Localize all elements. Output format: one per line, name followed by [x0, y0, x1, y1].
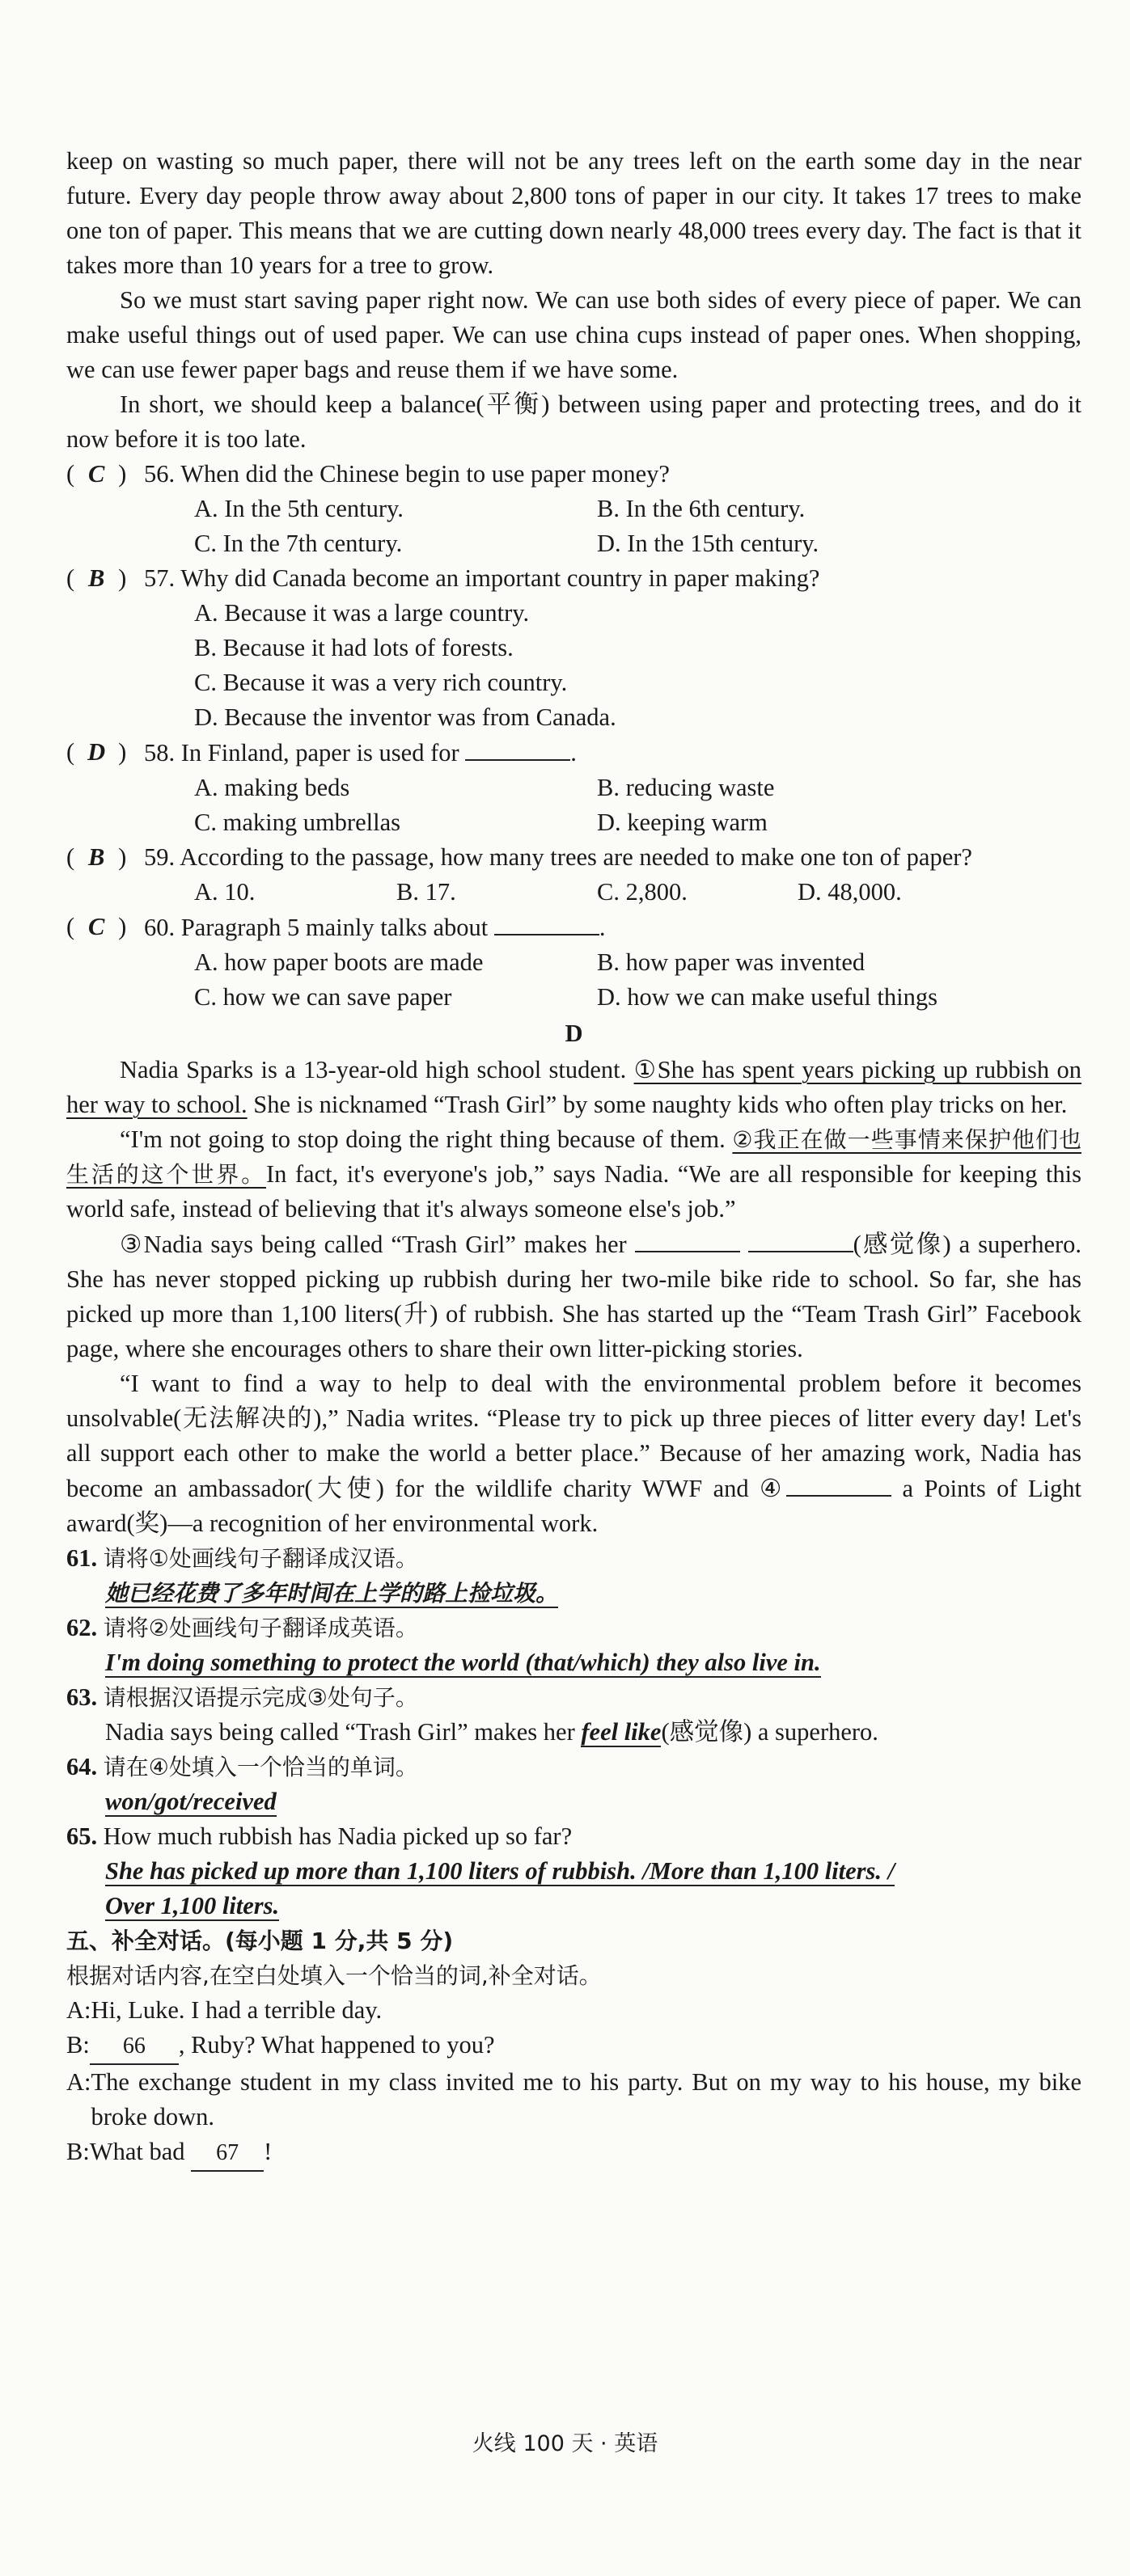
gap-67: 67 [191, 2135, 264, 2172]
option-d: D. In the 15th century. [597, 530, 819, 557]
passage-c-paragraph-2: So we must start saving paper right now. We can use both sides of every piece of paper. We can make useful things out of used paper. We can use china cups instead of paper ones. When shopping, we can use fewer paper bags and reuse them if we have some. [66, 286, 1081, 383]
option-c: C. 2,800. [597, 878, 688, 906]
speaker: B: [66, 2031, 90, 2059]
question-number: 60. [144, 914, 176, 941]
question-text: When did the Chinese begin to use paper money? [180, 460, 670, 488]
option-a: A. In the 5th century. [194, 495, 404, 522]
passage-d-paragraph-4 [66, 1366, 1081, 1541]
option-c: C. making umbrellas [194, 809, 400, 836]
speaker: B: [66, 2138, 90, 2165]
answer-letter: C [88, 460, 105, 488]
task-65 [66, 1819, 1081, 1924]
question-text: Why did Canada become an important country in paper making? [180, 564, 820, 592]
option-d: D. keeping warm [597, 809, 768, 836]
task-prompt: 请根据汉语提示完成③处句子。 [103, 1684, 418, 1711]
task-number: 63. [66, 1683, 98, 1711]
text: She is nicknamed “Trash Girl” by some naughty kids who often play tricks on her. [247, 1091, 1068, 1118]
answer-letter: B [88, 564, 105, 592]
answer-blank [465, 735, 570, 761]
option-c: C. In the 7th century. [194, 530, 403, 557]
text: a Points of Light award(奖)—a recognition of her environmental work. [66, 1475, 1082, 1537]
page-content [66, 144, 1081, 2172]
task-61 [66, 1541, 1081, 1611]
question-57: ( B ) 57. Why did Canada become an important country in paper making? A. Because it was a large country. B. Because it had lots of forests. C. Because it was a very rich country. D. Because the inventor was from Canada. [66, 561, 1081, 735]
question-56: ( C ) 56. When did the Chinese begin to use paper money? A. In the 5th century. B. In the 6th century. C. In the 7th century. D. In the 15th century. [66, 457, 1081, 561]
task-answer: I'm doing something to protect the world (that/which) they also live in. [105, 1649, 821, 1676]
passage-c-paragraph-3: In short, we should keep a balance(平衡) between using paper and protecting trees, and do it now before it is too late. [66, 391, 1081, 453]
task-answer-fill: feel like [581, 1718, 662, 1746]
option-c: C. Because it was a very rich country. [194, 669, 568, 696]
text: ③Nadia says being called “Trash Girl” makes her [120, 1231, 627, 1258]
task-answer-line-1: She has picked up more than 1,100 liters of rubbish. /More than 1,100 liters. / [105, 1857, 895, 1885]
task-number: 62. [66, 1614, 98, 1641]
task-answer-text: (感觉像) a superhero. [661, 1718, 878, 1746]
task-prompt: 请将②处画线句子翻译成英语。 [103, 1615, 418, 1641]
task-64 [66, 1750, 1081, 1819]
dialogue-line [66, 2065, 1081, 2135]
option-d: D. how we can make useful things [597, 983, 937, 1011]
answer-blank [494, 910, 599, 935]
fill-blank-2 [748, 1227, 853, 1252]
option-a: A. how paper boots are made [194, 948, 484, 976]
question-number: 57. [144, 564, 176, 592]
task-62 [66, 1611, 1081, 1680]
option-b: B. In the 6th century. [597, 495, 806, 522]
page-footer: 火线 100 天 · 英语 [472, 2431, 658, 2456]
question-number: 56. [144, 460, 176, 488]
option-d: D. 48,000. [798, 878, 902, 906]
task-answer: won/got/received [105, 1788, 277, 1815]
dialogue-text: ! [264, 2138, 273, 2165]
option-b: B. reducing waste [597, 774, 775, 801]
question-text: In Finland, paper is used for [180, 739, 459, 766]
option-a: A. Because it was a large country. [194, 599, 530, 627]
answer-letter: C [88, 913, 105, 940]
task-answer-line-2: Over 1,100 liters. [105, 1892, 280, 1919]
option-d: D. Because the inventor was from Canada. [194, 703, 616, 731]
passage-d-paragraph-3 [66, 1227, 1081, 1366]
underlined-sentence-1: ①She has spent years picking up rubbish on her way to school. [66, 1056, 1081, 1118]
question-60: ( C ) 60. Paragraph 5 mainly talks about . A. how paper boots are made B. how paper was invented C. how we can save paper D. how we can make useful things [66, 910, 1081, 1015]
task-prompt: 请将①处画线句子翻译成汉语。 [103, 1545, 418, 1572]
passage-c-paragraph-1: keep on wasting so much paper, there will not be any trees left on the earth some day in the near future. Every day people throw away about 2,800 tons of paper in our city. It takes 17 trees to make one ton of paper. This means that we are cutting down nearly 48,000 trees every day. The fact is that it takes more than 10 years for a tree to grow. [66, 147, 1081, 279]
gap-66: 66 [90, 2029, 179, 2065]
question-text: Paragraph 5 mainly talks about [180, 914, 489, 941]
underlined-sentence-2: ②我正在做一些事情来保护他们也生活的这个世界。 [66, 1126, 1081, 1188]
task-prompt: How much rubbish has Nadia picked up so far? [103, 1822, 573, 1850]
task-prompt: 请在④处填入一个恰当的单词。 [103, 1754, 418, 1780]
passage-d-paragraph-2 [66, 1122, 1081, 1227]
text: a superhero. She has never stopped picking up rubbish during her two-mile bike ride to school. So far, she has picked up more than 1,100 liters(升) of rubbish. She has started up the “Team Trash Girl” Facebook page, where she encourages others to share their own litter-picking stories. [66, 1231, 1082, 1362]
task-63 [66, 1680, 1081, 1750]
task-number: 61. [66, 1544, 98, 1572]
speaker: A: [66, 1996, 91, 2024]
question-text: According to the passage, how many trees are needed to make one ton of paper? [180, 843, 972, 871]
dialogue-text: What bad [89, 2138, 192, 2165]
text: “I'm not going to stop doing the right thing because of them. [120, 1125, 733, 1153]
option-a: A. 10. [194, 878, 256, 906]
dialogue-text: , Ruby? What happened to you? [178, 2031, 495, 2059]
dialogue-text: The exchange student in my class invited me to his party. But on my way to his house, my bike broke down. [91, 2068, 1081, 2130]
option-c: C. how we can save paper [194, 983, 452, 1011]
question-number: 58. [144, 739, 176, 766]
question-number: 59. [144, 843, 176, 871]
option-a: A. making beds [194, 774, 350, 801]
task-number: 64. [66, 1753, 98, 1780]
option-b: B. 17. [396, 878, 456, 906]
text: “I want to find a way to help to deal with the environmental problem before it becomes unsolvable(无法解决的),” Nadia writes. “Please try to pick up three pieces of litter every day! Let's all support each other to make the world a better place.” Because of her amazing work, Nadia has become an ambassador(大使) for the wildlife charity WWF and ④ [66, 1370, 1081, 1502]
text: In fact, it's everyone's job,” says Nadia. “We are all responsible for keeping this world safe, instead of believing that it's always someone else's job.” [66, 1160, 1081, 1223]
question-59: ( B ) 59. According to the passage, how many trees are needed to make one ton of paper? A. 10. B. 17. C. 2,800. D. 48,000. [66, 840, 1081, 910]
dialogue-line [66, 1993, 1081, 2028]
text: Nadia Sparks is a 13-year-old high school student. [120, 1056, 634, 1083]
option-b: B. Because it had lots of forests. [194, 634, 514, 661]
section-d-heading: D [565, 1020, 583, 1047]
question-58: ( D ) 58. In Finland, paper is used for . A. making beds B. reducing waste C. making umbrellas D. keeping warm [66, 735, 1081, 840]
task-answer-text: Nadia says being called “Trash Girl” makes her [105, 1718, 582, 1746]
speaker: A: [66, 2068, 91, 2096]
task-answer: 她已经花费了多年时间在上学的路上捡垃圾。 [105, 1580, 559, 1607]
fill-blank-4 [786, 1471, 891, 1497]
dialogue-text: Hi, Luke. I had a terrible day. [91, 1996, 383, 2024]
task-number: 65. [66, 1822, 98, 1850]
fill-blank-1 [635, 1227, 740, 1252]
section-5-title: 五、补全对话。(每小题 1 分,共 5 分) [66, 1928, 454, 1954]
passage-d-paragraph-1 [66, 1053, 1081, 1122]
answer-letter: B [88, 843, 105, 871]
section-5-instruction: 根据对话内容,在空白处填入一个恰当的词,补全对话。 [66, 1962, 602, 1989]
answer-letter: D [87, 738, 106, 766]
hint: (感觉像) [853, 1231, 951, 1258]
dialogue-line [66, 2135, 1081, 2172]
dialogue-line [66, 2028, 1081, 2065]
option-b: B. how paper was invented [597, 948, 865, 976]
